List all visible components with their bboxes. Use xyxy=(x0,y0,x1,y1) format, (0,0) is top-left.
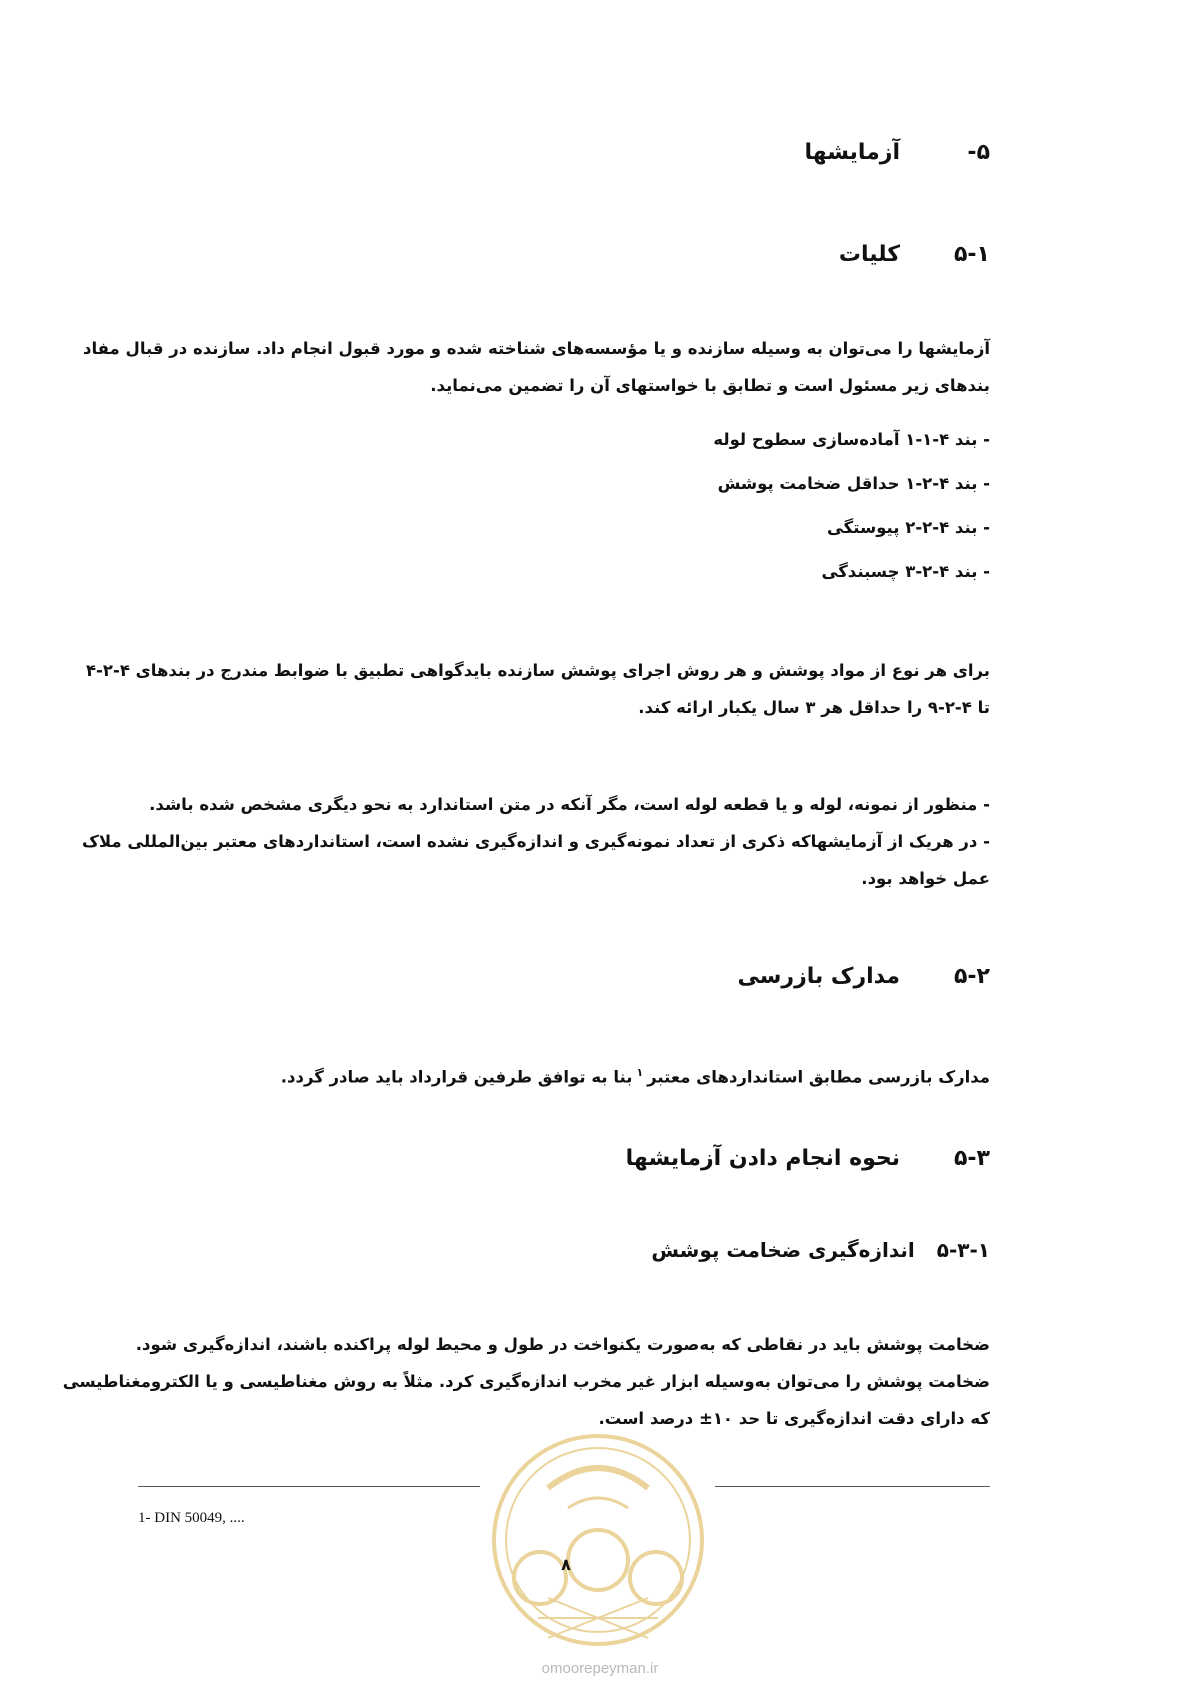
section-number: ۵- xyxy=(967,140,990,165)
section-title: اندازه‌گیری ضخامت پوشش xyxy=(651,1238,915,1262)
inspection-text-start: مدارک بازرسی مطابق استانداردهای معتبر xyxy=(647,1067,990,1087)
paragraph-line: آزمایشها را می‌توان به وسیله سازنده و یا مؤسسه‌های شناخته شده و مورد قبول انجام داد. سازنده در قبال مفاد xyxy=(83,339,990,358)
paragraph-line: - منظور از نمونه، لوله و یا قطعه لوله است، مگر آنکه در متن استاندارد به نحو دیگری مشخص شده باشد. xyxy=(149,795,990,814)
paragraph-line: ضخامت پوشش را می‌توان به‌وسیله ابزار غیر مخرب اندازه‌گیری کرد. مثلاً به روش مغناطیسی و یا الکترومغناطیسی xyxy=(62,1372,990,1391)
certificate-paragraph xyxy=(85,652,990,726)
paragraph-line: عمل خواهد بود. xyxy=(861,869,990,888)
clause-list xyxy=(713,418,990,594)
section-title: مدارک بازرسی xyxy=(737,964,900,989)
list-item: - بند ۴-۲-۱ حداقل ضخامت پوشش xyxy=(717,474,990,493)
section-number: ۵-۲ xyxy=(954,964,990,989)
watermark-seal-icon xyxy=(478,1428,718,1664)
list-item: - بند ۴-۲-۲ پیوستگی xyxy=(826,518,990,537)
list-item: - بند ۴-۲-۳ چسبندگی xyxy=(821,562,990,581)
section-title: آزمایشها xyxy=(804,140,900,165)
section-title: کلیات xyxy=(838,242,900,267)
paragraph-line: - در هریک از آزمایشهاکه ذکری از تعداد نمونه‌گیری و اندازه‌گیری نشده است، استانداردهای معتبر بین‌المللی ملاک xyxy=(81,832,990,851)
thickness-paragraph xyxy=(62,1326,990,1437)
section-heading-5 xyxy=(804,140,990,165)
section-number: ۵-۳ xyxy=(954,1146,990,1171)
intro-paragraph xyxy=(83,330,990,404)
inspection-text-end: بنا به توافق طرفین قرارداد باید صادر گردد. xyxy=(280,1067,633,1087)
footnote-separator xyxy=(138,1486,480,1487)
paragraph-line xyxy=(138,1054,990,1096)
paragraph-line: ضخامت پوشش باید در نقاطی که به‌صورت یکنواخت در طول و محیط لوله پراکنده باشند، اندازه‌گیری شود. xyxy=(135,1335,990,1354)
section-number: ۵-۳-۱ xyxy=(936,1238,990,1262)
footnote-separator xyxy=(715,1486,990,1487)
section-number: ۵-۱ xyxy=(954,242,990,267)
section-heading-5-3-1 xyxy=(651,1238,990,1262)
footnote-ref-mark: ۱ xyxy=(636,1066,644,1079)
paragraph-line: برای هر نوع از مواد پوشش و هر روش اجرای پوشش سازنده بایدگواهی تطبیق با ضوابط مندرج در بندهای ۴-۲-۴ xyxy=(85,661,990,680)
paragraph-line: که دارای دقت اندازه‌گیری تا حد ۱۰± درصد است. xyxy=(598,1409,990,1428)
page-number: ۸ xyxy=(561,1555,571,1574)
section-heading-5-2 xyxy=(738,964,990,989)
footnote: 1- DIN 50049, .... xyxy=(138,1510,245,1526)
inspection-paragraph xyxy=(138,1054,990,1096)
section-title: نحوه انجام دادن آزمایشها xyxy=(625,1146,900,1171)
watermark-site-text: omoorepeyman.ir xyxy=(541,1660,659,1677)
paragraph-line: بندهای زیر مسئول است و تطابق با خواستهای آن را تضمین می‌نماید. xyxy=(430,376,990,395)
list-item: - بند ۴-۱-۱ آماده‌سازی سطوح لوله xyxy=(713,430,990,449)
notes-paragraph xyxy=(81,786,990,897)
section-heading-5-3 xyxy=(626,1146,990,1171)
section-heading-5-1 xyxy=(839,242,990,267)
paragraph-line: تا ۴-۲-۹ را حداقل هر ۳ سال یکبار ارائه کند. xyxy=(638,698,990,717)
